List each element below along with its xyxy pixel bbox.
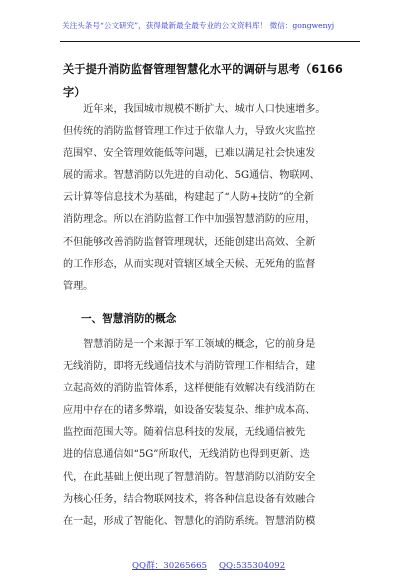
paragraph-1 xyxy=(63,99,356,298)
paragraph-line: 范围窄、安全管理效能低等问题，已难以满足社会快速发 xyxy=(63,148,316,160)
paragraph-line: 无线消防，即将无线通信技术与消防管理工作相结合，建 xyxy=(63,361,316,373)
document-title: 关于提升消防监督管理智慧化水平的调研与思考（6166字） xyxy=(63,63,343,99)
section-heading: 一、智慧消防的概念 xyxy=(81,313,177,325)
paragraph-line: 但传统的消防监督管理工作过于依靠人力，导致火灾监控 xyxy=(63,126,316,138)
header-banner: 关注头条号“公文研究”，获得最新最全最专业的公文资料库！ 微信：gongwenyj xyxy=(62,21,335,30)
footer-qq-group: QQ群：30265665 xyxy=(132,561,208,571)
paragraph-line: 监控面范围大等。随着信息科技的发展，无线通信被先 xyxy=(63,427,306,439)
header-divider xyxy=(60,41,360,42)
paragraph-line: 应用中存在的诸多弊端，如设备安装复杂、维护成本高、 xyxy=(63,405,316,417)
paragraph-line: 展的需求。智慧消防以先进的自动化、5G通信、物联网、 xyxy=(63,170,320,182)
paragraph-line: 在一起，形成了智能化、智慧化的消防系统。智慧消防模 xyxy=(63,515,316,527)
paragraph-line: 近年来，我国城市规模不断扩大、城市人口快速增多。 xyxy=(63,104,326,115)
paragraph-line: 进的信息通信如“5G”所取代，无线消防也得到更新、迭 xyxy=(63,449,310,461)
paragraph-line: 消防理念。所以在消防监督工作中加强智慧消防的应用， xyxy=(63,214,316,226)
paragraph-line: 立起高效的消防监管体系，这样便能有效解决有线消防在 xyxy=(63,383,316,395)
paragraph-line: 不但能够改善消防监督管理现状，还能创建出高效、全新 xyxy=(63,236,316,248)
paragraph-line: 管理。 xyxy=(63,280,94,292)
paragraph-2 xyxy=(63,334,356,533)
paragraph-line: 智慧消防是一个来源于军工领域的概念，它的前身是 xyxy=(63,339,316,350)
paragraph-line: 代，在此基础上便出现了智慧消防。智慧消防以消防安全 xyxy=(63,471,316,483)
paragraph-line: 云计算等信息技术为基础，构建起了“人防+技防”的全新 xyxy=(63,192,314,204)
paragraph-line: 的工作形态，从而实现对管辖区域全天候、无死角的监督 xyxy=(63,258,316,270)
footer-qq-personal: QQ:535304092 xyxy=(219,561,286,571)
paragraph-line: 为核心任务，结合物联网技术，将各种信息设备有效融合 xyxy=(63,493,316,505)
